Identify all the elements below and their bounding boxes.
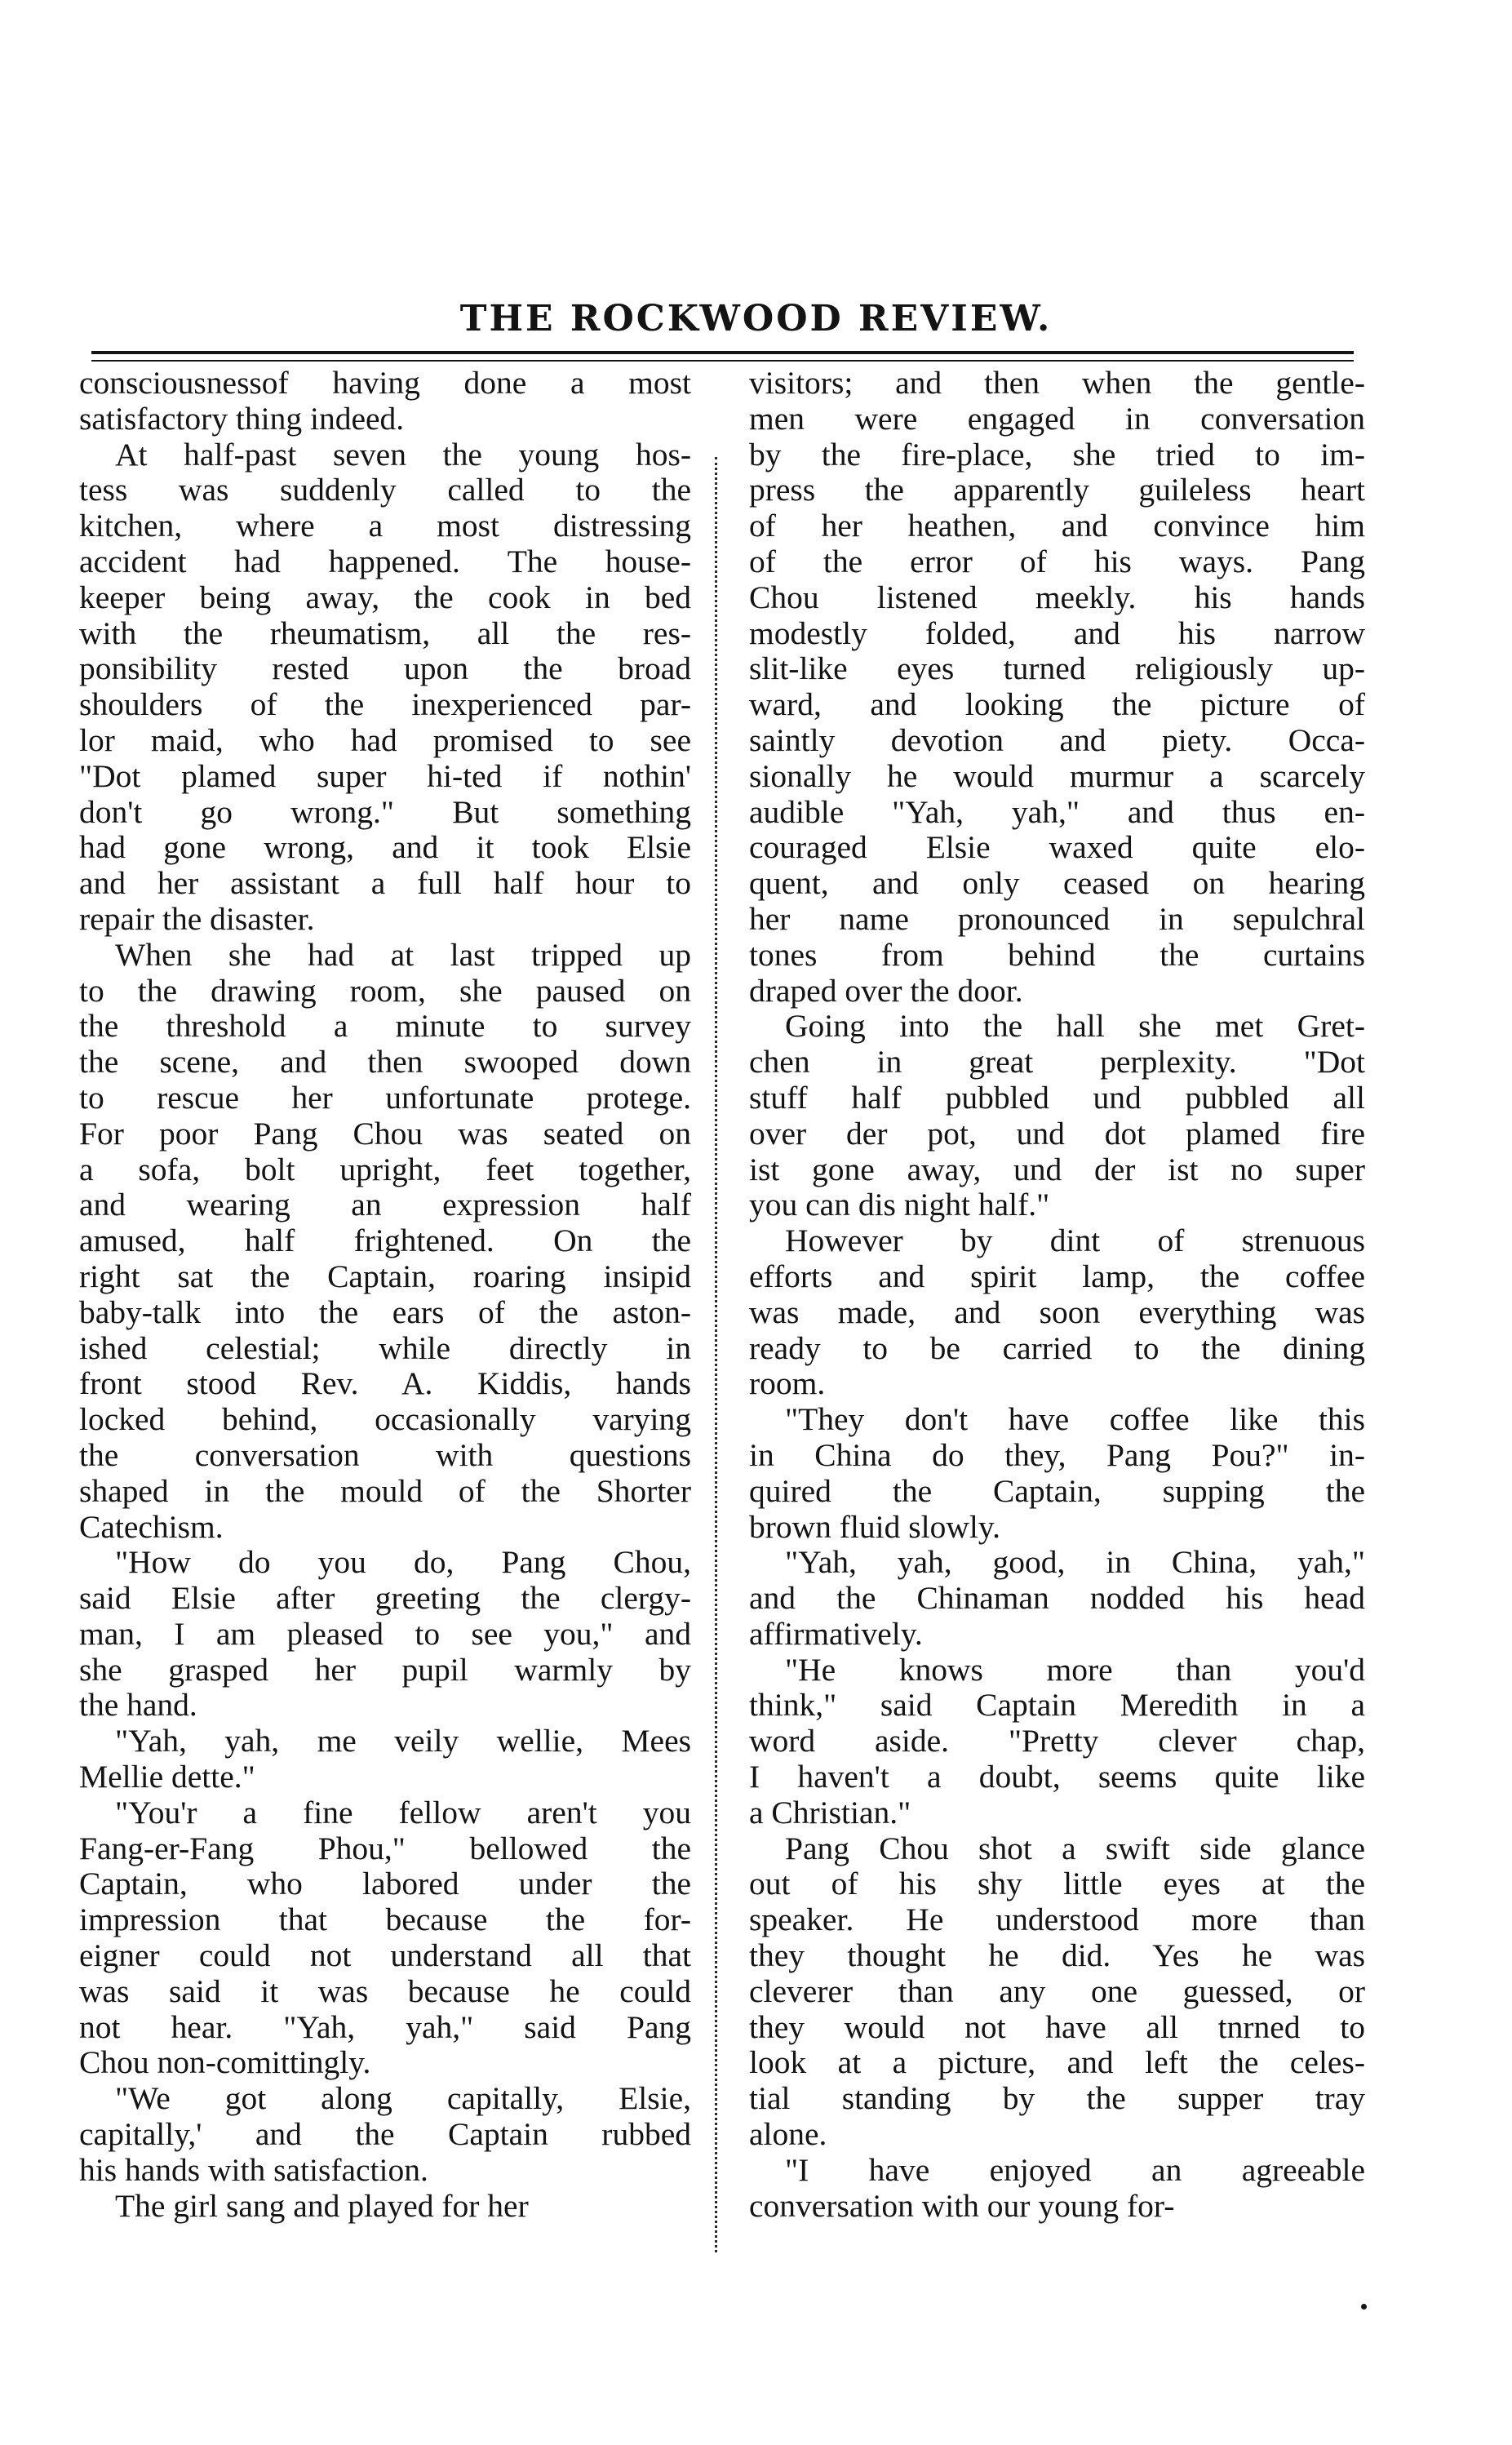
text-line: The girl sang and played for her [115,2187,529,2224]
text-line: don't go wrong." But something [79,793,691,830]
text-line: efforts and spirit lamp, the coffee [749,1258,1365,1294]
text-line: and the Chinaman nodded his head [749,1580,1365,1617]
text-line: satisfactory thing indeed. [79,400,405,437]
text-line: shaped in the mould of the Shorter [79,1472,691,1509]
text-line: the threshold a minute to survey [79,1008,691,1045]
text-line: impression that because the for- [79,1901,691,1938]
text-line: brown fluid slowly. [749,1508,1000,1545]
text-line: quired the Captain, supping the [749,1472,1365,1509]
text-line: ist gone away, und der ist no super [749,1151,1365,1187]
text-line: out of his shy little eyes at the [749,1866,1365,1902]
text-line: baby-talk into the ears of the aston- [79,1293,691,1330]
text-line: saintly devotion and piety. Occa- [749,721,1365,758]
text-line: capitally,' and the Captain rubbed [79,2116,691,2153]
text-line: "We got along capitally, Elsie, [115,2080,691,2117]
text-line: you can dis night half." [749,1187,1050,1223]
text-line: said Elsie after greeting the clergy- [79,1580,691,1617]
text-line: modestly folded, and his narrow [749,615,1365,651]
text-line: a Christian." [749,1794,911,1830]
text-line: lor maid, who had promised to see [79,721,691,758]
text-line: and her assistant a full half hour to [79,865,691,902]
text-line: ished celestial; while directly in [79,1329,691,1366]
text-line: tial standing by the supper tray [749,2080,1365,2117]
text-line: with the rheumatism, all the res- [79,615,691,651]
text-line: amused, half frightened. On the [79,1222,691,1259]
text-line: she grasped her pupil warmly by [79,1651,691,1688]
text-line: Fang-er-Fang Phou," bellowed the [79,1830,691,1866]
text-line: Mellie dette." [79,1759,255,1795]
text-line: Catechism. [79,1508,224,1545]
text-line: "You'r a fine fellow aren't you [115,1794,691,1830]
text-line: affirmatively. [749,1615,923,1652]
text-line: audible "Yah, yah," and thus en- [749,793,1365,830]
text-line: "Yah, yah, good, in China, yah," [785,1544,1365,1581]
text-line: When she had at last tripped up [115,936,691,973]
text-line: ponsibility rested upon the broad [79,650,691,687]
text-line: eigner could not understand all that [79,1937,691,1974]
text-line: consciousnessof having done a most [79,365,691,401]
text-line: slit-like eyes turned religiously up- [749,650,1365,687]
text-line: chen in great perplexity. "Dot [749,1044,1365,1081]
text-line: a sofa, bolt upright, feet together, [79,1151,691,1187]
text-line: the hand. [79,1687,197,1724]
running-header: THE ROCKWOOD REVIEW. [459,298,1053,339]
text-line: was said it was because he could [79,1972,691,2009]
text-line: locked behind, occasionally varying [79,1401,691,1438]
text-line: alone. [749,2116,827,2153]
text-line: Captain, who labored under the [79,1866,691,1902]
text-line: repair the disaster. [79,900,315,937]
text-line: to rescue her unfortunate protege. [79,1079,691,1116]
text-line: of her heathen, and convince him [749,508,1365,544]
text-line: visitors; and then when the gentle- [749,365,1365,401]
text-line: couraged Elsie waxed quite elo- [749,829,1365,866]
column-divider [715,457,717,2252]
text-line: her name pronounced in sepulchral [749,900,1365,937]
text-line: room. [749,1365,826,1402]
left-column [79,366,691,2224]
text-line: Chou non-comittingly. [79,2044,371,2081]
text-line: press the apparently guileless heart [749,472,1365,508]
text-line: in China do they, Pang Pou?" in- [749,1436,1365,1473]
text-line: of the error of his ways. Pang [749,543,1365,579]
text-line: accident had happened. The house- [79,543,691,579]
header-rule-thick [91,351,1354,354]
text-line: shoulders of the inexperienced par- [79,686,691,723]
text-line: cleverer than any one guessed, or [749,1972,1365,2009]
text-line: front stood Rev. A. Kiddis, hands [79,1365,691,1402]
text-line: the scene, and then swooped down [79,1044,691,1081]
text-line: man, I am pleased to see you," and [79,1615,691,1652]
text-line: tess was suddenly called to the [79,472,691,508]
text-line: draped over the door. [749,972,1023,1009]
text-line: conversation with our young for- [749,2187,1175,2224]
text-line: I haven't a doubt, seems quite like [749,1759,1365,1795]
text-line: they would not have all tnrned to [749,2008,1365,2045]
text-line: had gone wrong, and it took Elsie [79,829,691,866]
text-line: speaker. He understood more than [749,1901,1365,1938]
text-line: they thought he did. Yes he was [749,1937,1365,1974]
text-line: by the fire-place, she tried to im- [749,436,1365,473]
text-line: "How do you do, Pang Chou, [115,1544,691,1581]
text-line: ward, and looking the picture of [749,686,1365,723]
text-line: not hear. "Yah, yah," said Pang [79,2008,691,2045]
text-line: the conversation with questions [79,1436,691,1473]
text-line: kitchen, where a most distressing [79,508,691,544]
header-rule-thin [91,360,1354,362]
text-line: over der pot, und dot plamed fire [749,1115,1365,1152]
text-line: "They don't have coffee like this [785,1401,1365,1438]
text-line: think," said Captain Meredith in a [749,1687,1365,1724]
text-line: ready to be carried to the dining [749,1329,1365,1366]
text-line: was made, and soon everything was [749,1293,1365,1330]
text-line: Going into the hall she met Gret- [785,1008,1365,1045]
stray-ink-dot [1361,2304,1367,2310]
text-line: keeper being away, the cook in bed [79,579,691,615]
text-line: to the drawing room, she paused on [79,972,691,1009]
text-line: right sat the Captain, roaring insipid [79,1258,691,1294]
text-line: Chou listened meekly. his hands [749,579,1365,615]
text-line: tones from behind the curtains [749,936,1365,973]
text-line: "I have enjoyed an agreeable [785,2151,1365,2188]
text-line: Pang Chou shot a swift side glance [785,1830,1365,1866]
text-line: However by dint of strenuous [785,1222,1365,1259]
text-line: men were engaged in conversation [749,400,1365,437]
text-line: "He knows more than you'd [785,1651,1365,1688]
right-column [749,366,1365,2224]
text-line: stuff half pubbled und pubbled all [749,1079,1365,1116]
text-line: word aside. "Pretty clever chap, [749,1723,1365,1759]
text-line: "Yah, yah, me veily wellie, Mees [115,1723,691,1759]
text-line: At half-past seven the young hos- [115,436,691,473]
text-line: "Dot plamed super hi-ted if nothin' [79,757,691,794]
text-line: his hands with satisfaction. [79,2151,428,2188]
text-line: For poor Pang Chou was seated on [79,1115,691,1152]
text-line: sionally he would murmur a scarcely [749,757,1365,794]
text-line: quent, and only ceased on hearing [749,865,1365,902]
text-line: look at a picture, and left the celes- [749,2044,1365,2081]
text-line: and wearing an expression half [79,1187,691,1223]
